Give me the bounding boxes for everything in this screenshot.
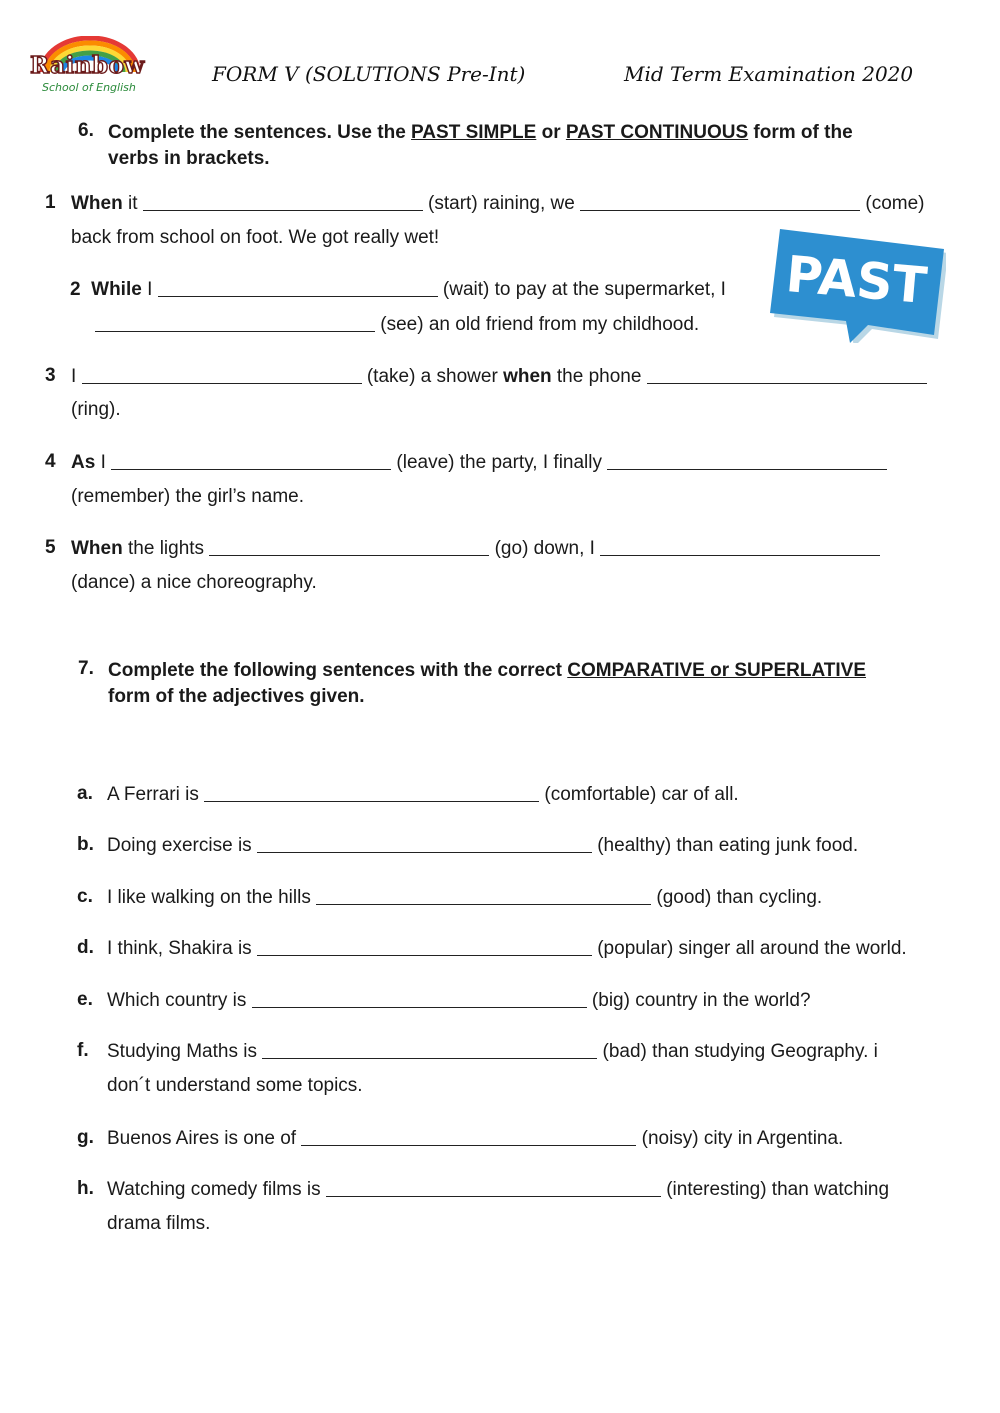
- answer-blank[interactable]: [647, 365, 927, 384]
- answer-blank[interactable]: [257, 834, 592, 853]
- q7-item-f-letter: f.: [77, 1040, 89, 1061]
- q6-item-5-line2: (dance) a nice choreography.: [71, 572, 317, 593]
- answer-blank[interactable]: [316, 886, 651, 905]
- answer-blank[interactable]: [326, 1178, 661, 1197]
- answer-blank[interactable]: [82, 365, 362, 384]
- answer-blank[interactable]: [143, 192, 423, 211]
- answer-blank[interactable]: [204, 783, 539, 802]
- q7-item-f: Studying Maths is (bad) than studying Geography. i: [107, 1041, 878, 1062]
- q6-item-4-line1: As I (leave) the party, I finally: [71, 451, 887, 474]
- q7-item-b: Doing exercise is (healthy) than eating junk food.: [107, 835, 859, 856]
- q6-item-4-line2: (remember) the girl’s name.: [71, 486, 305, 507]
- q6-item-4: 4: [45, 451, 56, 472]
- q7-item-a-letter: a.: [77, 783, 93, 804]
- q7-heading: Complete the following sentences with the correct COMPARATIVE or SUPERLATIVE form of the adjectives given.: [108, 660, 866, 707]
- answer-blank[interactable]: [262, 1040, 597, 1059]
- q6-item-2-line1: 2 While I (wait) to pay at the supermarket, I: [70, 279, 726, 300]
- q6-item-5: 5: [45, 537, 56, 558]
- q7-item-g-letter: g.: [77, 1127, 94, 1148]
- logo-word: Rainbow: [30, 52, 145, 79]
- q7-item-f-line2: don´t understand some topics.: [107, 1075, 363, 1096]
- school-logo: [28, 36, 152, 100]
- answer-blank[interactable]: [252, 989, 587, 1008]
- q7-number: 7.: [78, 658, 94, 679]
- q7-item-h-letter: h.: [77, 1178, 94, 1199]
- q6-item-3-line1: I (take) a shower when the phone: [71, 365, 927, 388]
- q6-number: 6.: [78, 120, 94, 141]
- exam-title: Mid Term Examination 2020: [624, 62, 914, 86]
- q7-item-a: A Ferrari is (comfortable) car of all.: [107, 784, 739, 805]
- q6-item-5-line1: When the lights (go) down, I: [71, 537, 880, 560]
- logo-subtitle: School of English: [42, 81, 136, 94]
- answer-blank[interactable]: [158, 278, 438, 297]
- q7-item-d: I think, Shakira is (popular) singer all around the world.: [107, 938, 907, 959]
- q7-item-e: Which country is (big) country in the world?: [107, 990, 811, 1011]
- q6-item-3-line2: (ring).: [71, 399, 121, 420]
- form-title: FORM V (SOLUTIONS Pre-Int): [212, 62, 526, 86]
- answer-blank[interactable]: [301, 1127, 636, 1146]
- q7-item-b-letter: b.: [77, 834, 94, 855]
- answer-blank[interactable]: [600, 537, 880, 556]
- q6-item-1-line2: back from school on foot. We got really wet!: [71, 227, 440, 248]
- q7-item-d-letter: d.: [77, 937, 94, 958]
- answer-blank[interactable]: [257, 937, 592, 956]
- answer-blank[interactable]: [111, 451, 391, 470]
- answer-blank[interactable]: [209, 537, 489, 556]
- q7-item-g: Buenos Aires is one of (noisy) city in Argentina.: [107, 1128, 844, 1149]
- answer-blank[interactable]: [95, 313, 375, 332]
- q6-item-3: 3: [45, 365, 56, 386]
- past-sticker: [768, 225, 946, 343]
- answer-blank[interactable]: [607, 451, 887, 470]
- past-label: PAST: [783, 244, 930, 316]
- q6-item-1: 1: [45, 192, 56, 213]
- q7-item-h: Watching comedy films is (interesting) than watching: [107, 1179, 890, 1200]
- q7-item-c-letter: c.: [77, 886, 93, 907]
- q6-heading: Complete the sentences. Use the PAST SIMPLE or PAST CONTINUOUS form of the verbs in brackets.: [108, 122, 853, 169]
- q6-item-1-line1: When it (start) raining, we (come): [71, 193, 925, 214]
- q7-item-e-letter: e.: [77, 989, 93, 1010]
- q6-item-2-line2: (see) an old friend from my childhood.: [95, 313, 699, 336]
- q7-item-c: I like walking on the hills (good) than cycling.: [107, 887, 823, 908]
- answer-blank[interactable]: [580, 192, 860, 211]
- q7-item-h-line2: drama films.: [107, 1213, 211, 1234]
